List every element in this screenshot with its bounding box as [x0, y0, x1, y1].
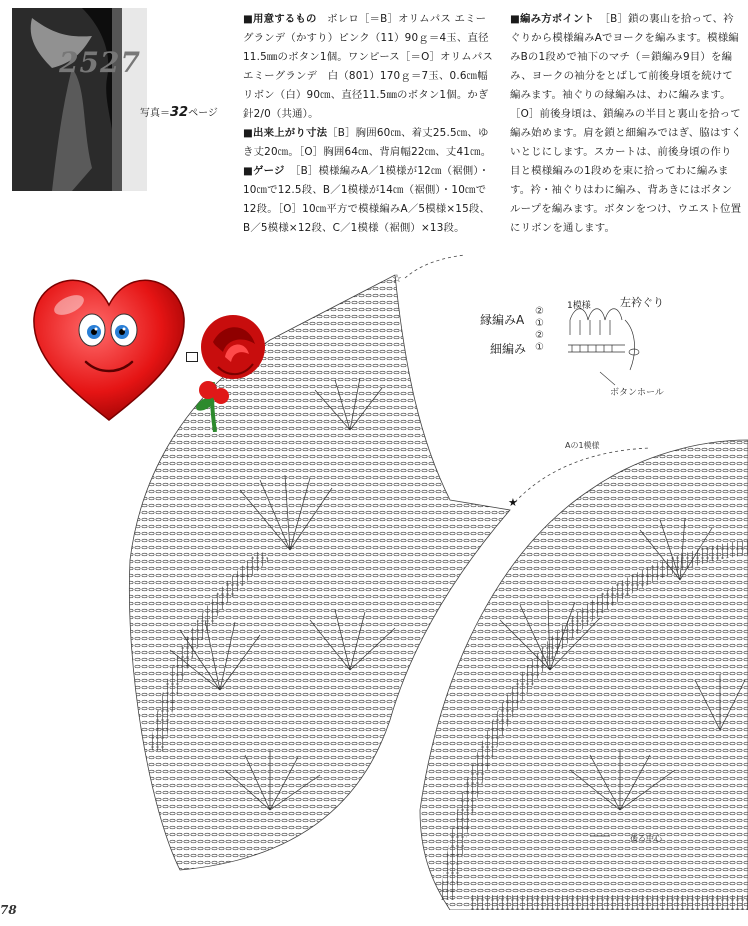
a-repeat-label: Aの1模様 — [565, 441, 600, 450]
photo-caption — [140, 104, 250, 120]
neckline-guide — [405, 255, 465, 278]
materials-text: ボレロ［＝B］オリムパス エミーグランデ（かすり）ピンク（11）90ｇ＝4玉、直径11.5㎜のボタン1個。ワンピース［＝O］オリムパス エミーグランデ 白（801）170ｇ＝7玉、0.6㎝幅リボン（白）90㎝、直径11.5㎜のボタン1個。かぎ針2/0（共通）。 — [243, 13, 504, 120]
gauge-heading: ■ ゲージ — [243, 165, 285, 177]
photo-caption-suffix: ページ — [188, 108, 218, 119]
rose-sticker — [183, 312, 283, 432]
bottom-dc-band — [470, 895, 748, 910]
gauge-paragraph — [243, 162, 493, 238]
left-neckline-label: 左衿ぐり — [620, 296, 664, 309]
heart-face-sticker — [24, 270, 194, 430]
start-star-marker: ☆ — [392, 272, 402, 285]
pattern-repeat-label: 1模様 — [567, 301, 591, 311]
pattern-photo — [12, 8, 147, 191]
back-center-label: 後ろ中心 — [630, 834, 662, 843]
row-label-1b: ① — [535, 342, 544, 353]
pattern-number: 2527 — [59, 46, 141, 79]
gauge-text: ［B］模様編みA／1模様が12㎝（裾側）・10㎝で12.5段、B／1模様が14㎝（裾側）・10㎝で12段。［O］10㎝平方で模様編みA／5模様×15段、B／5模様×12段、C／1模様（裾側）×13段。 — [243, 165, 491, 234]
chart-marker-box — [186, 352, 198, 362]
materials-paragraph — [243, 10, 504, 124]
size-heading: ■ 出来上がり寸法 — [243, 127, 327, 139]
instructions-paragraph — [510, 10, 742, 238]
photo-caption-prefix: 写真＝ — [140, 108, 170, 119]
instructions-column — [510, 10, 742, 238]
materials-column — [243, 10, 504, 238]
page-number: 78 — [0, 903, 17, 917]
buttonhole-label: ボタンホール — [610, 388, 664, 398]
edging-a-label: 縁編みA — [480, 313, 525, 327]
row-label-2a: ② — [535, 306, 544, 317]
row-label-1a: ① — [535, 318, 544, 329]
single-crochet-label: 細編み — [490, 342, 527, 356]
materials-heading: ■ 用意するもの — [243, 13, 317, 25]
size-text: ［B］胸囲60㎝、着丈25.5㎝、ゆき丈20㎝。［O］胸囲64㎝、背肩幅22㎝、丈41㎝。 — [243, 127, 492, 158]
photo-caption-page: 32 — [170, 105, 189, 120]
end-star-marker: ★ — [508, 496, 518, 509]
row-label-2b: ② — [535, 330, 544, 341]
size-paragraph — [243, 124, 493, 162]
model-photo-image — [12, 8, 147, 191]
instructions-text: ［B］鎖の裏山を拾って、衿ぐりから模様編みAでヨークを編みます。模様編みBの1段めで袖下のマチ（＝鎖編み9目）を編み、ヨークの袖分をとばして前後身頃を続けて編みます。袖ぐりの縁編みは、わに編みます。［O］前後身頃は、鎖編みの半目と裏山を拾って編み始めます。肩を鎖と細編みではぎ、脇はすくいとじにします。スカートは、前後身頃の作り目と模様編みの1段めを束に拾ってわに編みます。衿・袖ぐりはわに編み、背あきにはボタンループを編みます。ボタンをつけ、ウエスト位置にリボンを通します。 — [510, 13, 742, 234]
instructions-heading: ■ 編み方ポイント — [510, 13, 594, 25]
